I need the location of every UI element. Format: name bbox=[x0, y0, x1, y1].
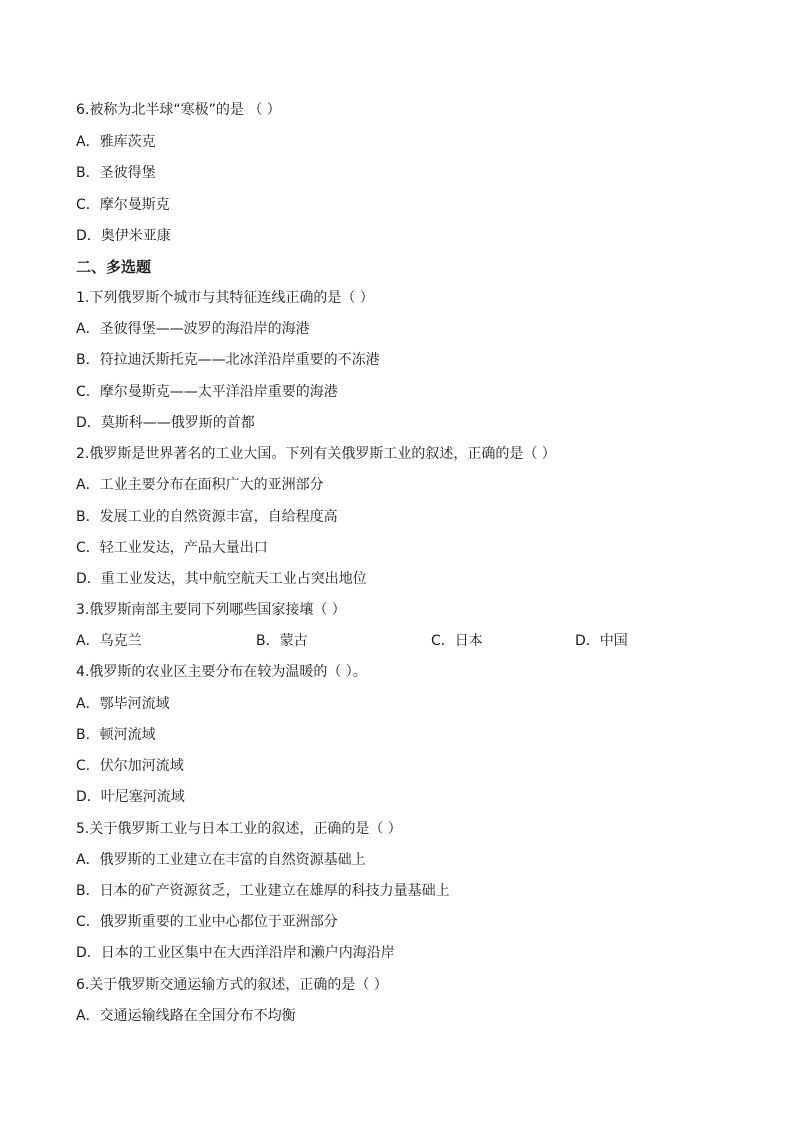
mq6-option-a: A．交通运输线路在全国分布不均衡 bbox=[76, 1008, 296, 1024]
mq5-option-a: A．俄罗斯的工业建立在丰富的自然资源基础上 bbox=[76, 852, 366, 868]
mq3-option-d: D．中国 bbox=[575, 633, 628, 649]
section-heading: 二、多选题 bbox=[76, 258, 152, 276]
mq1-option-d: D．莫斯科——俄罗斯的首都 bbox=[76, 415, 255, 431]
mq1-option-c: C．摩尔曼斯克——太平洋沿岸重要的海港 bbox=[76, 384, 338, 400]
mq2-option-c: C．轻工业发达，产品大量出口 bbox=[76, 540, 268, 556]
question-6-stem: 6.被称为北半球“寒极”的是 （ ） bbox=[76, 102, 281, 118]
mq3-option-b: B．蒙古 bbox=[256, 633, 308, 649]
mq5-option-d: D．日本的工业区集中在大西洋沿岸和濑户内海沿岸 bbox=[76, 945, 395, 961]
mq1-stem: 1.下列俄罗斯个城市与其特征连线正确的是（ ） bbox=[76, 290, 374, 306]
mq2-stem: 2.俄罗斯是世界著名的工业大国。下列有关俄罗斯工业的叙述，正确的是（ ） bbox=[76, 446, 556, 462]
mq3-option-a: A．乌克兰 bbox=[76, 633, 142, 649]
mq1-option-a: A．圣彼得堡——波罗的海沿岸的海港 bbox=[76, 321, 310, 337]
mq2-option-a: A．工业主要分布在面积广大的亚洲部分 bbox=[76, 477, 324, 493]
mq4-option-b: B．顿河流域 bbox=[76, 727, 156, 743]
mq5-option-b: B．日本的矿产资源贫乏，工业建立在雄厚的科技力量基础上 bbox=[76, 883, 450, 899]
mq3-stem: 3.俄罗斯南部主要同下列哪些国家接壤（ ） bbox=[76, 602, 346, 618]
question-6-option-a: A．雅库茨克 bbox=[76, 134, 156, 150]
mq4-option-d: D．叶尼塞河流域 bbox=[76, 789, 185, 805]
mq6-stem: 6.关于俄罗斯交通运输方式的叙述，正确的是（ ） bbox=[76, 977, 388, 993]
mq2-option-b: B．发展工业的自然资源丰富，自给程度高 bbox=[76, 509, 338, 525]
mq1-option-b: B．符拉迪沃斯托克——北冰洋沿岸重要的不冻港 bbox=[76, 352, 380, 368]
question-6-option-b: B．圣彼得堡 bbox=[76, 165, 156, 181]
question-6-option-c: C．摩尔曼斯克 bbox=[76, 197, 170, 213]
mq3-option-c: C．日本 bbox=[431, 633, 483, 649]
mq4-option-c: C．伏尔加河流域 bbox=[76, 758, 184, 774]
mq4-stem: 4.俄罗斯的农业区主要分布在较为温暖的（ ）。 bbox=[76, 664, 367, 680]
mq2-option-d: D．重工业发达，其中航空航天工业占突出地位 bbox=[76, 571, 367, 587]
mq5-option-c: C．俄罗斯重要的工业中心都位于亚洲部分 bbox=[76, 914, 338, 930]
mq4-option-a: A．鄂毕河流域 bbox=[76, 696, 170, 712]
question-6-option-d: D．奥伊米亚康 bbox=[76, 228, 171, 244]
mq5-stem: 5.关于俄罗斯工业与日本工业的叙述，正确的是（ ） bbox=[76, 821, 402, 837]
